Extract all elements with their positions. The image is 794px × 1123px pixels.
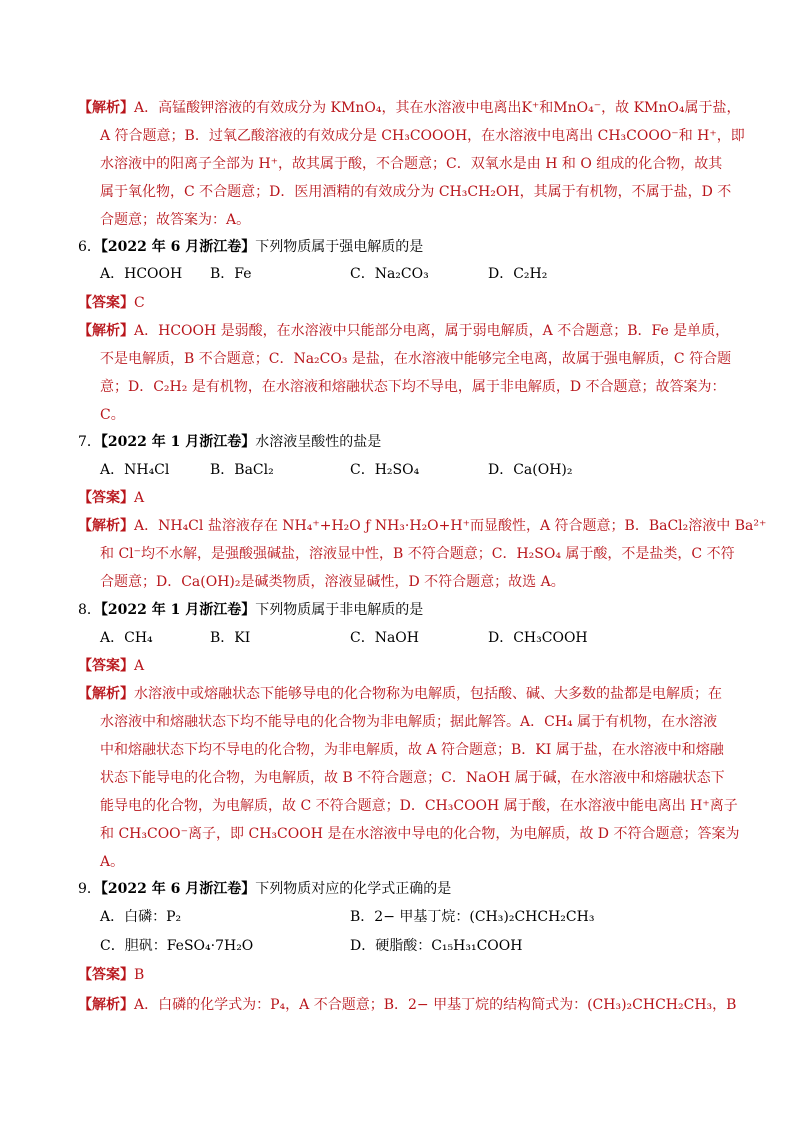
q6-analysis-line-1: 【解析】A．HCOOH 是弱酸，在水溶液中只能部分电离，属于弱电解质，A 不合题意；B．Fe 是单质， [78,323,730,339]
question-8-stem: 8．【2022 年 1 月浙江卷】下列物质属于非电解质的是 [78,602,424,618]
q5-analysis-line-2: A 符合题意；B．过氧乙酸溶液的有效成分是 CH₃COOOH，在水溶液中电离出 CH₃COOO⁻和 H⁺，即 [100,128,745,144]
q8-analysis-line-5: 能导电的化合物，为电解质，故 C 不符合题意；D．CH₃COOH 属于酸，在水溶液中能电离出 H⁺离子 [100,798,738,814]
q9-answer: 【答案】B [78,967,145,983]
q8-option-d: D．CH₃COOH [488,630,588,646]
q8-option-b: B．KI [210,630,251,646]
q5-analysis-line-1: 【解析】A．高锰酸钾溶液的有效成分为 KMnO₄，其在水溶液中电离出K⁺和MnO₄⁻，故 KMnO₄属于盐， [78,100,741,116]
q8-analysis-line-4: 状态下能导电的化合物，为电解质，故 B 不符合题意；C．NaOH 属于碱，在水溶液中和熔融状态下 [100,770,725,786]
question-source: 【2022 年 6 月浙江卷】 [100,239,256,255]
q8-analysis-line-2: 水溶液中和熔融状态下均不能导电的化合物为非电解质；据此解答。A．CH₄ 属于有机物，在水溶液 [100,714,718,730]
q8-analysis-line-6: 和 CH₃COO⁻离子，即 CH₃COOH 是在水溶液中导电的化合物，为电解质，故 D 不符合题意；答案为 [100,826,740,842]
q6-analysis-line-3: 意；D．C₂H₂ 是有机物，在水溶液和熔融状态下均不导电，属于非电解质，D 不合题意；故答案为： [100,379,726,395]
q9-option-b: B．2− 甲基丁烷：(CH₃)₂CHCH₂CH₃ [350,909,595,925]
q7-answer: 【答案】A [78,490,145,506]
q7-option-d: D．Ca(OH)₂ [488,462,573,478]
q7-analysis-line-2: 和 Cl⁻均不水解，是强酸强碱盐，溶液显中性，B 不符合题意；C．H₂SO₄ 属于酸，不是盐类，C 不符 [100,546,735,562]
q5-analysis-line-5: 合题意；故答案为：A。 [100,212,251,228]
question-7-stem: 7．【2022 年 1 月浙江卷】水溶液呈酸性的盐是 [78,434,382,450]
q7-option-b: B．BaCl₂ [210,462,274,478]
q6-option-a: A．HCOOH [100,266,183,282]
q8-option-c: C．NaOH [350,630,419,646]
q6-answer: 【答案】C [78,295,145,311]
q8-answer: 【答案】A [78,658,145,674]
q7-analysis-line-1: 【解析】A．NH₄Cl 盐溶液存在 NH₄⁺+H₂O ƒ NH₃·H₂O+H⁺而显酸性，A 符合题意；B．BaCl₂溶液中 Ba²⁺ [78,518,767,534]
q5-analysis-line-3: 水溶液中的阳离子全部为 H⁺，故其属于酸，不合题意；C．双氧水是由 H 和 O 组成的化合物，故其 [100,156,723,172]
question-9-stem: 9．【2022 年 6 月浙江卷】下列物质对应的化学式正确的是 [78,881,452,897]
q6-analysis-line-4: C。 [100,407,125,423]
q9-analysis-line-1: 【解析】A．白磷的化学式为：P₄，A 不合题意；B．2− 甲基丁烷的结构简式为：(CH₃)₂CHCH₂CH₃，B [78,997,737,1013]
q6-analysis-line-2: 不是电解质，B 不合题意；C．Na₂CO₃ 是盐，在水溶液中能够完全电离，故属于强电解质，C 符合题 [100,351,732,367]
question-source: 【2022 年 1 月浙江卷】 [100,602,256,618]
question-6-stem: 6．【2022 年 6 月浙江卷】下列物质属于强电解质的是 [78,239,424,255]
q6-option-b: B．Fe [210,266,252,282]
question-source: 【2022 年 1 月浙江卷】 [100,434,256,450]
q8-analysis-line-7: A。 [100,854,125,870]
q8-option-a: A．CH₄ [100,630,153,646]
q9-option-d: D．硬脂酸：C₁₅H₃₁COOH [350,938,523,954]
q7-option-c: C．H₂SO₄ [350,462,420,478]
q5-analysis-line-4: 属于氧化物，C 不合题意；D．医用酒精的有效成分为 CH₃CH₂OH，其属于有机物，不属于盐，D 不 [100,184,732,200]
q6-option-c: C．Na₂CO₃ [350,266,429,282]
q6-option-d: D．C₂H₂ [488,266,548,282]
q8-analysis-line-3: 中和熔融状态下均不导电的化合物，为非电解质，故 A 符合题意；B．KI 属于盐，在水溶液中和熔融 [100,742,724,758]
q7-option-a: A．NH₄Cl [100,462,170,478]
q8-analysis-line-1: 【解析】水溶液中或熔融状态下能够导电的化合物称为电解质，包括酸、碱、大多数的盐都是电解质；在 [78,686,722,702]
q9-option-a: A．白磷：P₂ [100,909,182,925]
q7-analysis-line-3: 合题意；D．Ca(OH)₂是碱类物质，溶液显碱性，D 不符合题意；故选 A。 [100,574,565,590]
question-source: 【2022 年 6 月浙江卷】 [100,881,256,897]
analysis-tag: 【解析】 [78,100,134,116]
q9-option-c: C．胆矾：FeSO₄·7H₂O [100,938,254,954]
